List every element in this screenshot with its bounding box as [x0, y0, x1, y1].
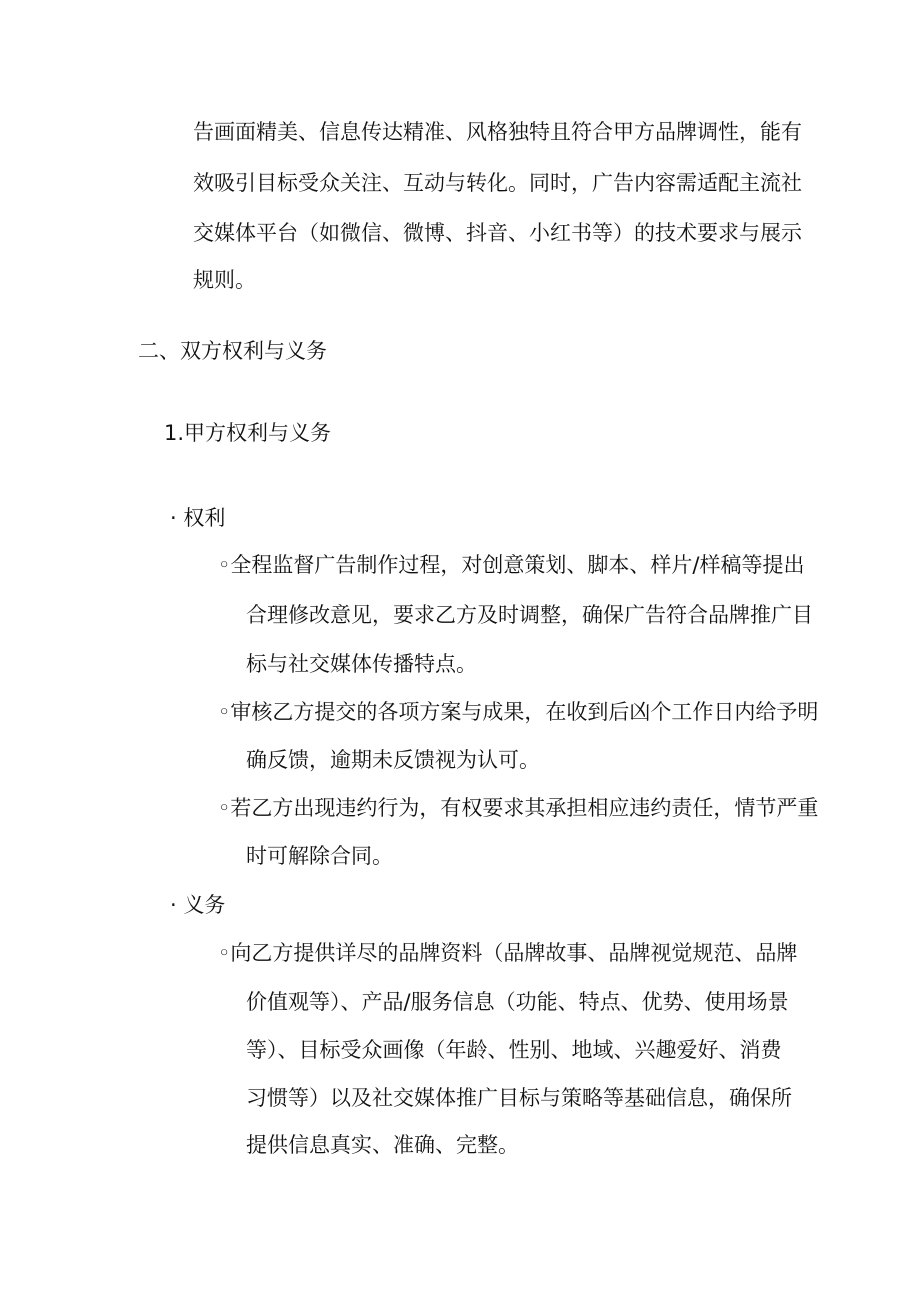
- intro-line: 规则。: [193, 268, 256, 292]
- rights-item-line: ◦审核乙方提交的各项方案与成果，在收到后凶个工作日内给予明: [218, 700, 819, 724]
- rights-item-line: 时可解除合同。: [246, 844, 393, 868]
- duties-item-line: 价值观等）、产品/服务信息（功能、特点、优势、使用场景: [246, 990, 789, 1014]
- duties-item-line: 等）、目标受众画像（年龄、性别、地域、兴趣爱好、消费: [246, 1038, 782, 1062]
- section-heading: 二、双方权利与义务: [138, 339, 327, 363]
- rights-item-line: 确反馈，逾期未反馈视为认可。: [246, 748, 540, 772]
- intro-line: 效吸引目标受众关注、互动与转化。同时，广告内容需适配主流社: [193, 171, 802, 195]
- duties-item-line: ◦向乙方提供详尽的品牌资料（品牌故事、品牌视觉规范、品牌: [218, 941, 798, 965]
- duties-label: · 义务: [170, 893, 226, 917]
- intro-line: 交媒体平台（如微信、微博、抖音、小红书等）的技术要求与展示: [193, 221, 802, 245]
- duties-item-line: 习惯等）以及社交媒体推广目标与策略等基础信息，确保所: [246, 1086, 792, 1110]
- intro-line: 告画面精美、信息传达精准、风格独特且符合甲方品牌调性，能有: [193, 120, 802, 144]
- rights-label: · 权利: [170, 506, 226, 530]
- duties-item-line: 提供信息真实、准确、完整。: [246, 1133, 519, 1157]
- subsection-heading: 1.甲方权利与义务: [164, 421, 332, 445]
- rights-item-line: ◦全程监督广告制作过程，对创意策划、脚本、样片/样稿等提出: [218, 553, 805, 577]
- rights-item-line: ◦若乙方出现违约行为，有权要求其承担相应违约责任，情节严重: [218, 796, 819, 820]
- rights-item-line: 合理修改意见，要求乙方及时调整，确保广告符合品牌推广目: [246, 603, 813, 627]
- rights-item-line: 标与社交媒体传播特点。: [246, 652, 477, 676]
